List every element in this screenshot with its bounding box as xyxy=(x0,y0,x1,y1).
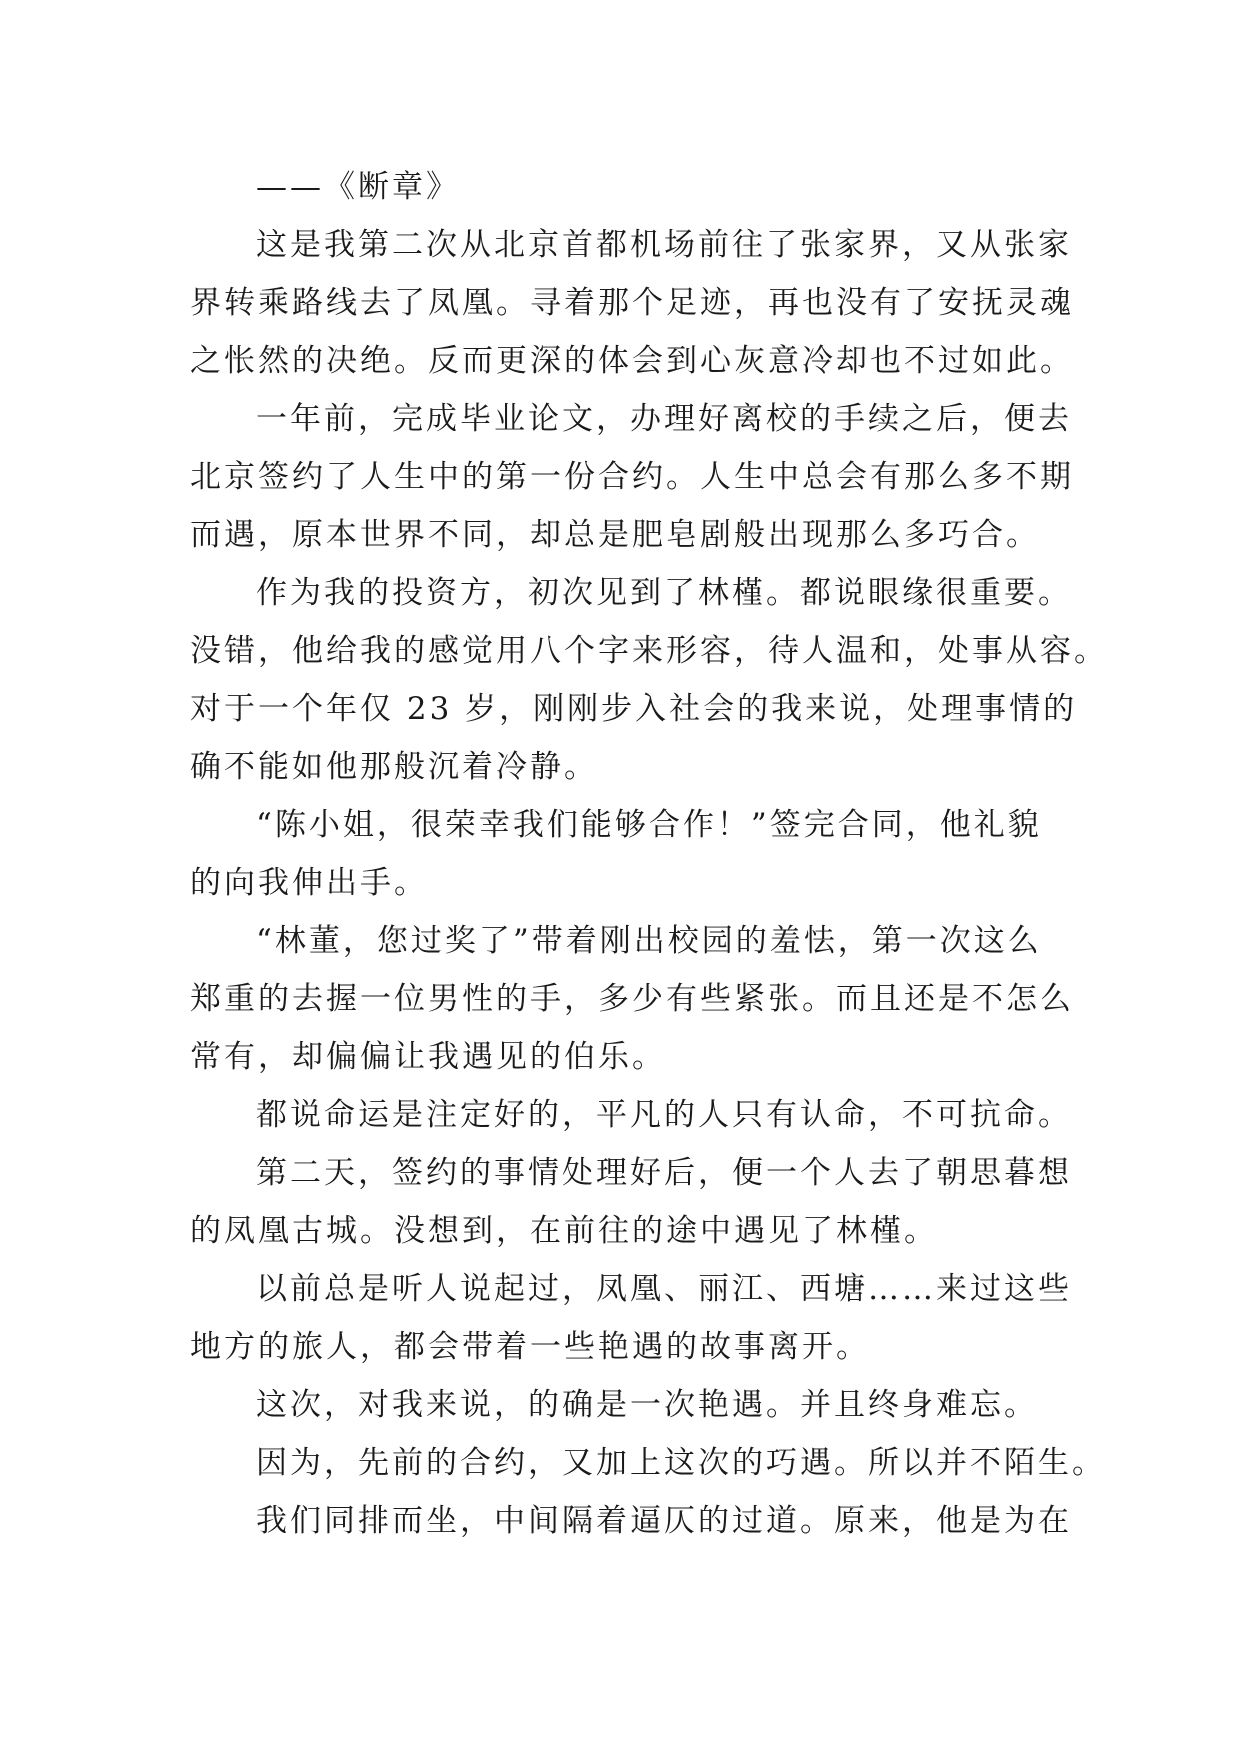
text-line: 的凤凰古城。没想到，在前往的途中遇见了林槿。 xyxy=(190,1213,938,1249)
text-line: 作为我的投资方，初次见到了林槿。都说眼缘很重要。 xyxy=(256,575,1072,611)
text-line: 确不能如他那般沉着冷静。 xyxy=(190,749,598,785)
text-line: 以前总是听人说起过，凤凰、丽江、西塘……来过这些 xyxy=(256,1271,1072,1307)
text-line: 都说命运是注定好的，平凡的人只有认命，不可抗命。 xyxy=(256,1097,1072,1133)
text-line: 的向我伸出手。 xyxy=(190,865,428,901)
text-line: 这次，对我来说，的确是一次艳遇。并且终身难忘。 xyxy=(256,1387,1038,1423)
text-line: 而遇，原本世界不同，却总是肥皂剧般出现那么多巧合。 xyxy=(190,517,1040,553)
document-body xyxy=(190,158,1108,1550)
text-line: “林董，您过奖了”带着刚出校园的羞怯，第一次这么 xyxy=(256,923,1042,959)
text-line: 郑重的去握一位男性的手，多少有些紧张。而且还是不怎么 xyxy=(190,981,1074,1017)
text-line: 因为，先前的合约，又加上这次的巧遇。所以并不陌生。 xyxy=(256,1445,1106,1481)
text-line: 对于一个年仅 23 岁，刚刚步入社会的我来说，处理事情的 xyxy=(190,691,1078,727)
text-line: 第二天，签约的事情处理好后，便一个人去了朝思暮想 xyxy=(256,1155,1072,1191)
text-line: 没错，他给我的感觉用八个字来形容，待人温和，处事从容。 xyxy=(190,633,1108,669)
text-line: 之怅然的决绝。反而更深的体会到心灰意冷却也不过如此。 xyxy=(190,343,1074,379)
document-title: ——《断章》 xyxy=(256,169,460,205)
text-line: 地方的旅人，都会带着一些艳遇的故事离开。 xyxy=(190,1329,870,1365)
text-line: 常有，却偏偏让我遇见的伯乐。 xyxy=(190,1039,666,1075)
text-line: 这是我第二次从北京首都机场前往了张家界，又从张家 xyxy=(256,227,1072,263)
text-line: 我们同排而坐，中间隔着逼仄的过道。原来，他是为在 xyxy=(256,1503,1072,1539)
text-line: 北京签约了人生中的第一份合约。人生中总会有那么多不期 xyxy=(190,459,1074,495)
text-line: “陈小姐，很荣幸我们能够合作！”签完合同，他礼貌 xyxy=(256,807,1042,843)
text-line: 一年前，完成毕业论文，办理好离校的手续之后，便去 xyxy=(256,401,1072,437)
text-line: 界转乘路线去了凤凰。寻着那个足迹，再也没有了安抚灵魂 xyxy=(190,285,1074,321)
